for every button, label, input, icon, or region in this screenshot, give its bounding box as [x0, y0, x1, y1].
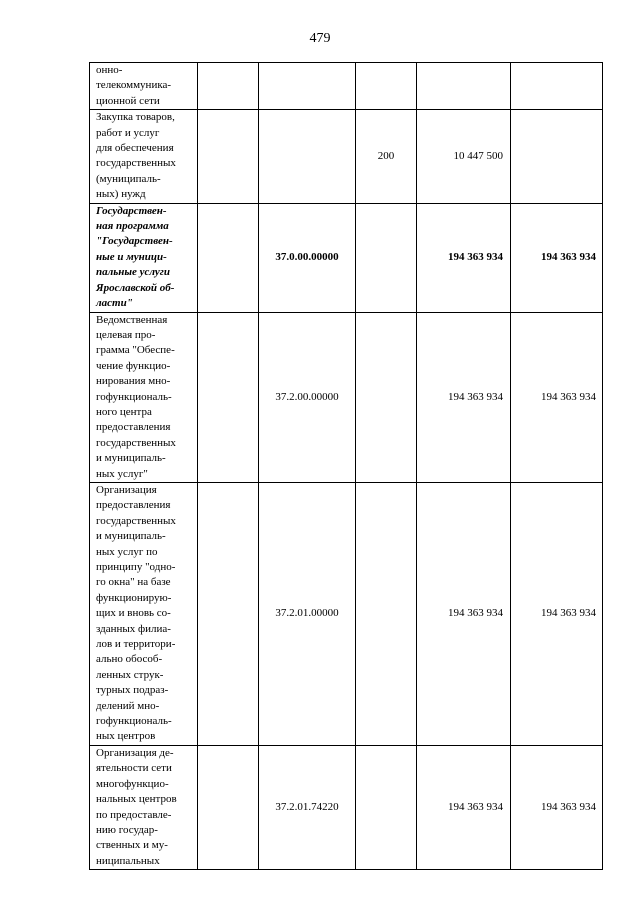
empty-cell: [198, 203, 259, 312]
item-name-line: ных центров: [96, 730, 156, 743]
table-row: [90, 63, 603, 110]
item-name-line: го окна" на базе: [96, 576, 171, 589]
item-name-line: нирования мно-: [96, 375, 171, 388]
amount-cell: 10 447 500: [417, 110, 511, 203]
item-name-cell: [90, 110, 198, 203]
expense-type-cell: [356, 312, 417, 482]
item-name-line: пальные услуги: [96, 266, 170, 279]
item-name-line: и муниципаль-: [96, 530, 166, 543]
target-article-cell: 37.0.00.00000: [259, 203, 356, 312]
item-name-line: ленных струк-: [96, 668, 164, 681]
item-name-cell: [90, 745, 198, 869]
table-row: [90, 203, 603, 312]
empty-cell: [198, 482, 259, 745]
item-name-cell: [90, 63, 198, 110]
item-name-line: по предоставле-: [96, 808, 172, 821]
item-name-line: для обеспечения: [96, 142, 174, 155]
item-name-line: гофункциональ-: [96, 390, 172, 403]
item-name-line: турных подраз-: [96, 684, 169, 697]
item-name-line: нальных центров: [96, 793, 177, 806]
budget-table: [89, 62, 603, 870]
item-name-line: зданных филиа-: [96, 622, 171, 635]
item-name-line: Организация де-: [96, 746, 174, 759]
item-name-line: государственных: [96, 436, 176, 449]
item-name-line: "Государствен-: [96, 235, 173, 248]
item-name-line: целевая про-: [96, 328, 156, 341]
target-article-cell: 37.2.01.00000: [259, 482, 356, 745]
item-name-line: телекоммуника-: [96, 79, 172, 92]
item-name-line: ных) нужд: [96, 188, 146, 201]
expense-type-cell: [356, 63, 417, 110]
item-name-line: ных услуг": [96, 467, 148, 480]
amount-cell: 194 363 934: [417, 482, 511, 745]
table-row: [90, 482, 603, 745]
item-name-line: ционной сети: [96, 94, 160, 107]
item-name-line: предоставления: [96, 421, 171, 434]
item-name-line: ятельности сети: [96, 762, 172, 775]
table-row: [90, 745, 603, 869]
amount-cell: 194 363 934: [417, 745, 511, 869]
item-name-line: работ и услуг: [96, 126, 160, 139]
item-name-line: чение функцио-: [96, 359, 171, 372]
item-name-line: Закупка товаров,: [96, 111, 175, 124]
item-name-line: предоставления: [96, 499, 171, 512]
item-name-line: ально обособ-: [96, 653, 163, 666]
item-name-line: Ярославской об-: [96, 281, 175, 294]
table-row: [90, 312, 603, 482]
empty-cell: [198, 110, 259, 203]
item-name-line: ласти": [96, 297, 133, 310]
target-article-cell: [259, 110, 356, 203]
item-name-line: гофункциональ-: [96, 715, 172, 728]
item-name-line: нию государ-: [96, 823, 158, 836]
item-name-line: щих и вновь со-: [96, 607, 171, 620]
amount-cell: 194 363 934: [511, 482, 603, 745]
item-name-line: и муниципаль-: [96, 452, 166, 465]
amount-cell: [417, 63, 511, 110]
item-name-line: ственных и му-: [96, 839, 168, 852]
target-article-cell: 37.2.01.74220: [259, 745, 356, 869]
item-name-line: ная программа: [96, 220, 169, 233]
item-name-line: грамма "Обеспе-: [96, 344, 175, 357]
item-name-line: лов и территори-: [96, 638, 176, 651]
amount-cell: [511, 63, 603, 110]
item-name-line: государственных: [96, 157, 176, 170]
amount-cell: 194 363 934: [511, 745, 603, 869]
item-name-line: принципу "одно-: [96, 561, 176, 573]
item-name-line: функционирую-: [96, 591, 172, 604]
item-name-line: (муниципаль-: [96, 172, 161, 185]
item-name-line: ниципальных: [96, 854, 160, 867]
target-article-cell: [259, 63, 356, 110]
item-name-line: государственных: [96, 514, 176, 527]
item-name-cell: [90, 312, 198, 482]
amount-cell: 194 363 934: [417, 312, 511, 482]
item-name-line: онно-: [96, 64, 123, 76]
item-name-line: ных услуг по: [96, 545, 158, 558]
item-name-line: ные и муници-: [96, 250, 167, 263]
expense-type-cell: 200: [356, 110, 417, 203]
item-name-cell: [90, 482, 198, 745]
target-article-cell: 37.2.00.00000: [259, 312, 356, 482]
table-row: [90, 110, 603, 203]
empty-cell: [198, 63, 259, 110]
amount-cell: 194 363 934: [417, 203, 511, 312]
item-name-line: Ведомственная: [96, 313, 168, 326]
amount-cell: 194 363 934: [511, 312, 603, 482]
item-name-line: делений мно-: [96, 699, 160, 712]
expense-type-cell: [356, 745, 417, 869]
amount-cell: 194 363 934: [511, 203, 603, 312]
amount-cell: [511, 110, 603, 203]
item-name-line: многофункцио-: [96, 777, 169, 790]
page-number: 479: [309, 31, 331, 46]
item-name-line: Государствен-: [96, 204, 167, 217]
expense-type-cell: [356, 203, 417, 312]
item-name-cell: [90, 203, 198, 312]
empty-cell: [198, 745, 259, 869]
empty-cell: [198, 312, 259, 482]
item-name-line: ного центра: [96, 405, 152, 418]
item-name-line: Организация: [96, 483, 157, 496]
expense-type-cell: [356, 482, 417, 745]
